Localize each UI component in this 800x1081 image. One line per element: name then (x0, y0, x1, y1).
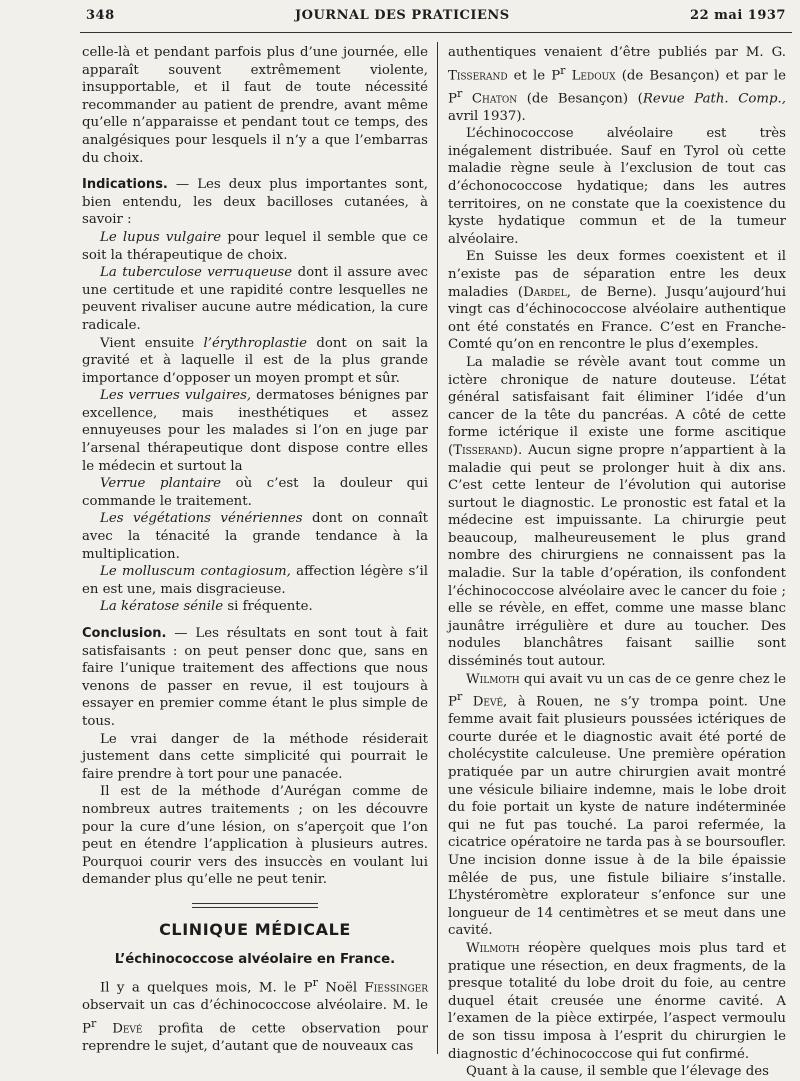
conclusion-heading: Conclusion. (82, 626, 167, 641)
paragraph-wilmoth-1: Wilmoth qui avait vu un cas de ce genre chez le $P^r$ Devé, à Rouen, ne s’y trompa point. Une femme avait fait plusieurs poussées ictériques de courte durée et le diagnostic avait été porté de cholécystite calculeuse. Une première opération pratiquée par un autre chirurgien avait montré une vésicule biliaire indemne, mais le lobe droit du foie portait un kyste de nature indéterminée qui ne fut pas touché. La paroi refermée, la cicatrice opératoire ne tarda pas à se boursoufler. Une incision donne issue à de la bile épaissie mêlée de pus, une fistule biliaire s’installe. L’hystéromètre explorateur s’enfonce sur une longueur de 14 centimètres et se meut dans une cavité. (448, 671, 787, 939)
article-title: L’échinococcose alvéolaire en France. (114, 951, 396, 967)
right-column (448, 44, 786, 1081)
paragraph-vegetations: Les végétations vénériennes dont on connaît avec la ténacité la grande tendance à la multiplication. (82, 511, 428, 562)
paragraph-molluscum: Le molluscum contagiosum, affection légère s’il en est une, mais disgracieuse. (82, 564, 428, 597)
section-title: CLINIQUE MÉDICALE (159, 919, 351, 939)
paragraph-cause: Quant à la cause, il semble que l’élevage des (466, 1064, 769, 1080)
header-rule (80, 32, 792, 33)
paragraph-danger: Le vrai danger de la méthode résiderait justement dans cette simplicité qui pourrait le faire prendre à tort pour une panacée. (82, 731, 428, 782)
paragraph-verrues: Les verrues vulgaires, dermatoses bénignes par excellence, mais inesthétiques et assez ennuyeuses pour les malades si l’on en juge par l’arsenal thérapeutique dont dispose contre elles le médecin et surtout la (82, 388, 428, 474)
paragraph-wilmoth-2: Wilmoth réopère quelques mois plus tard et pratique une résection, en deux fragments, de la presque totalité du lobe droit du foie, au centre duquel était creusée une énorme cavité. A l’examen de la pièce extirpée, l’aspect vermoulu de son tissu imposa à l’esprit du chirurgien le diagnostic d’échinococcose qui fut confirmé. (448, 940, 786, 1062)
left-column (82, 44, 428, 1055)
paragraph-suisse: En Suisse les deux formes coexistent et il n’existe pas de séparation entre les deux maladies (Dardel, de Berne). Jusqu’aujourd’hui vingt cas d’échinococcose alvéolaire authentique ont été constatés en France. C’est en Franche-Comté qu’on en rencontre le plus d’exemples. (448, 249, 786, 353)
page-number: 348 (86, 8, 115, 23)
paragraph-maladie: La maladie se révèle avant tout comme un ictère chronique de nature douteuse. L’état général satisfaisant fait éliminer l’idée d’un cancer de la tête du pancréas. A côté de cette forme ictérique il existe une forme ascitique (Tisserand). Aucun signe propre n’appartient à la maladie qui peut se prolonger huit à dix ans. C’est cette lenteur de l’évolution qui autorise surtout le diagnostic. Le pronostic est fatal et la médecine est impuissante. La chirurgie peut beaucoup, malheureusement le plus grand nombre des chirurgiens ne connaissent pas la maladie. Sur la table d’opération, ils confondent l’échinococcose alvéolaire avec le cancer du foie ; elle se révèle, en effet, comme une masse blanc jaunâtre irrégulière et dure au toucher. Des nodules blanchâtres faisant saillie sont disséminés tout autour. (448, 354, 786, 670)
indications-heading: Indications. (82, 177, 168, 193)
journal-title: JOURNAL DES PRATICIENS (295, 8, 510, 23)
issue-date: 22 mai 1937 (690, 8, 786, 23)
paragraph-erythroplastie: Vient ensuite l’érythroplastie dont on sait la gravité et à laquelle il est de la plus grande importance d’opposer un moyen prompt et sûr. (82, 335, 429, 386)
running-header (86, 8, 786, 34)
paragraph-verrue-plantaire: Verrue plantaire où c’est la douleur qui commande le traitement. (82, 476, 428, 509)
paragraph-tuberculose: La tuberculose verruqueuse dont il assure avec une certitude et une rapidité contre lesquelles ne peuvent rivaliser aucune autre médication, la cure radicale. (82, 265, 428, 333)
paragraph-intro: Il y a quelques mois, M. le $P^r$ Noël Fiessinger observait un cas d’échinococcose alvéolaire. M. le $P^r$ Devé profita de cette observation pour reprendre le sujet, d’autant que de nouveaux cas (82, 976, 429, 1054)
paragraph-continuation: celle-là et pendant parfois plus d’une journée, elle apparaît souvent extrêmement violente, insupportable, et il faut de toute nécessité recommander au patient de prendre, avant même qu’elle n’apparaisse et pendant tout ce temps, des analgésiques pour lesquels il n’y a que l’embarras du choix. (82, 45, 428, 166)
paragraph-indications: Indications. — Les deux plus importantes sont, bien entendu, les deux bacilloses cutanées, à savoir : (82, 177, 428, 228)
paragraph-keratose: La kératose sénile si fréquente. (100, 599, 313, 615)
paragraph-auregan: Il est de la méthode d’Aurégan comme de nombreux autres traitements ; on les découvre pour la cure d’une lésion, on s’aperçoit que l’on peut en étendre l’application à plusieurs autres. Pourquoi courir vers des insuccès en voulant lui demander plus qu’elle ne peut tenir. (82, 784, 428, 888)
column-divider (437, 42, 438, 1054)
paragraph-distribution: L’échinococcose alvéolaire est très inégalement distribuée. Sauf en Tyrol où cette maladie règne seule à l’exclusion de tout cas d’échonococcose hydatique; dans les autres territoires, on ne constate que la coexistence du kyste hydatique commun et de la tumeur alvéolaire. (448, 126, 786, 247)
paragraph-continuation-right: authentiques venaient d’être publiés par M. G. Tisserand et le $P^r$ Ledoux (de Besançon) et par le $P^r$ Chaton (de Besançon) (Revue Path. Comp., avril 1937). (448, 45, 787, 124)
paragraph-lupus: Le lupus vulgaire pour lequel il semble que ce soit la thérapeutique de choix. (82, 229, 428, 263)
section-rule (192, 903, 318, 908)
paragraph-conclusion: Conclusion. — Les résultats en sont tout à fait satisfaisants : on peut penser donc que, sans en faire l’unique traitement des affections que nous venons de passer en revue, il est toujours à essayer en premier comme étant le plus simple de tous. (82, 626, 428, 729)
